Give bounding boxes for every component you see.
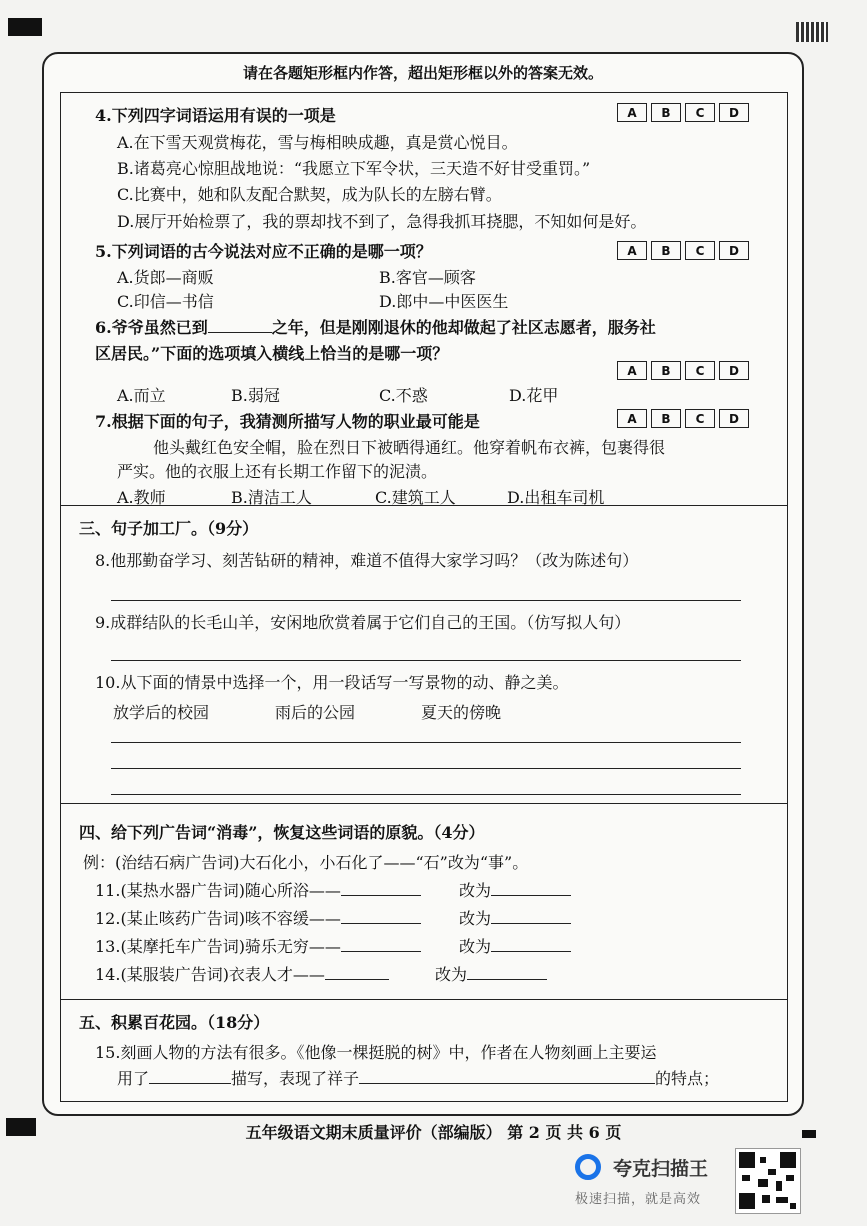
q6-stem-line2: 区居民。”下面的选项填入横线上恰当的是哪一项？ [95, 344, 449, 363]
q7-option-d: D.出租车司机 [507, 488, 605, 507]
q12-change [459, 906, 571, 929]
q6-option-b: B.弱冠 [231, 386, 280, 405]
q9-text: 9.成群结队的长毛山羊，安闲地欣赏着属于它们自己的王国。（仿写拟人句） [95, 613, 631, 632]
section-5-title: 五、积累百花园。（18分） [79, 1013, 270, 1032]
choice-box-a[interactable]: A [617, 409, 647, 428]
section-4-example: 例：(治结石病广告词)大石化小，小石化了——“石”改为“事”。 [83, 853, 529, 872]
q11-blank-original[interactable] [341, 881, 421, 896]
choice-box-d[interactable]: D [719, 241, 749, 260]
q14-change [435, 962, 547, 985]
choice-box-d[interactable]: D [719, 409, 749, 428]
registration-mark-top-left [8, 18, 42, 36]
choice-box-a[interactable]: A [617, 103, 647, 122]
q10-option-2: 雨后的公园 [275, 703, 356, 722]
brand-tagline: 极速扫描，就是高效 [575, 1192, 702, 1207]
q4-option-a: A.在下雪天观赏梅花，雪与梅相映成趣，真是赏心悦目。 [117, 133, 518, 152]
change-label: 改为 [459, 909, 492, 928]
page-footer: 五年级语文期末质量评价（部编版） 第 2 页 共 6 页 [245, 1123, 622, 1142]
q9-answer-line[interactable] [111, 660, 741, 661]
section-3 [61, 505, 787, 804]
q4-stem: 4.下列四字词语运用有误的一项是 [95, 106, 336, 125]
q10-answer-line-2[interactable] [111, 768, 741, 769]
q13-change [459, 934, 571, 957]
q7-option-a: A.教师 [117, 488, 166, 507]
q5-choice-boxes [617, 241, 749, 260]
q10-answer-line-3[interactable] [111, 794, 741, 795]
change-label: 改为 [459, 881, 492, 900]
q11-blank-new[interactable] [491, 881, 571, 896]
q12-text: 12.(某止咳药广告词)咳不容缓—— [95, 909, 341, 928]
qr-code-icon [735, 1148, 801, 1214]
quark-logo-icon [575, 1154, 601, 1180]
section-4 [61, 803, 787, 1000]
q4-option-b: B.诸葛亮心惊胆战地说：“我愿立下军令状，三天造不好甘受重罚。” [117, 159, 591, 178]
q15-pre: 用了 [117, 1069, 150, 1088]
q11-row [95, 878, 421, 901]
answer-area [60, 92, 788, 1102]
q13-blank-original[interactable] [341, 937, 421, 952]
q15-post: 的特点； [655, 1069, 720, 1088]
q7-passage-line1: 他头戴红色安全帽，脸在烈日下被晒得通红。他穿着帆布衣裤，包裹得很 [153, 438, 666, 457]
q6-stem-post: 之年，但是刚刚退休的他却做起了社区志愿者，服务社 [271, 318, 656, 337]
choice-box-c[interactable]: C [685, 103, 715, 122]
answer-sheet [42, 52, 804, 1116]
q5-stem: 5.下列词语的古今说法对应不正确的是哪一项？ [95, 242, 432, 261]
q15-line2 [117, 1066, 719, 1089]
q8-text: 8.他那勤奋学习、刻苦钻研的精神，难道不值得大家学习吗？（改为陈述句） [95, 551, 639, 570]
q6-option-d: D.花甲 [509, 386, 559, 405]
q4-choice-boxes [617, 103, 749, 122]
section-4-title: 四、给下列广告词“消毒”，恢复这些词语的原貌。（4分） [79, 823, 485, 842]
q7-option-c: C.建筑工人 [375, 488, 456, 507]
choice-box-a[interactable]: A [617, 241, 647, 260]
q6-stem-pre: 6.爷爷虽然已到 [95, 318, 208, 337]
q6-stem [95, 315, 656, 338]
q15-blank-1[interactable] [149, 1069, 231, 1084]
brand-name: 夸克扫描王 [613, 1158, 709, 1180]
sheet-notice: 请在各题矩形框内作答，超出矩形框以外的答案无效。 [242, 64, 603, 82]
q15-mid: 描写，表现了祥子 [231, 1069, 360, 1088]
q7-option-b: B.清洁工人 [231, 488, 312, 507]
q13-text: 13.(某摩托车广告词)骑乐无穷—— [95, 937, 341, 956]
choice-box-b[interactable]: B [651, 409, 681, 428]
q6-option-a: A.而立 [117, 386, 166, 405]
q7-passage-line2: 严实。他的衣服上还有长期工作留下的泥渍。 [117, 462, 438, 481]
q15-blank-2[interactable] [359, 1069, 655, 1084]
scanner-watermark [575, 1150, 735, 1210]
q4-option-c: C.比赛中，她和队友配合默契，成为队长的左膀右臂。 [117, 185, 502, 204]
choice-box-d[interactable]: D [719, 103, 749, 122]
q14-text: 14.(某服装广告词)衣表人才—— [95, 965, 325, 984]
choice-box-a[interactable]: A [617, 361, 647, 380]
q13-blank-new[interactable] [491, 937, 571, 952]
q12-blank-new[interactable] [491, 909, 571, 924]
q7-choice-boxes [617, 409, 749, 428]
q5-option-d: D.郎中—中医医生 [379, 292, 509, 311]
choice-box-b[interactable]: B [651, 103, 681, 122]
choice-box-b[interactable]: B [651, 241, 681, 260]
change-label: 改为 [435, 965, 468, 984]
q5-option-a: A.货郎—商贩 [117, 268, 214, 287]
q5-option-b: B.客官—顾客 [379, 268, 476, 287]
q10-answer-line-1[interactable] [111, 742, 741, 743]
q4-option-d: D.展厅开始检票了，我的票却找不到了，急得我抓耳挠腮，不知如何是好。 [117, 212, 647, 231]
q8-answer-line[interactable] [111, 600, 741, 601]
section-5 [61, 999, 787, 1100]
q15-line1: 15.刻画人物的方法有很多。《他像一棵挺脱的树》中，作者在人物刻画上主要运 [95, 1043, 657, 1062]
choice-box-b[interactable]: B [651, 361, 681, 380]
q10-option-3: 夏天的傍晚 [421, 703, 502, 722]
choice-box-c[interactable]: C [685, 361, 715, 380]
q10-option-1: 放学后的校园 [113, 703, 210, 722]
q11-text: 11.(某热水器广告词)随心所浴—— [95, 881, 341, 900]
q6-choice-boxes [617, 361, 749, 380]
change-label: 改为 [459, 937, 492, 956]
q6-blank[interactable] [208, 318, 272, 333]
q14-blank-new[interactable] [467, 965, 547, 980]
q11-change [459, 878, 571, 901]
q5-option-c: C.印信—书信 [117, 292, 214, 311]
q13-row [95, 934, 421, 957]
q12-row [95, 906, 421, 929]
choice-box-c[interactable]: C [685, 241, 715, 260]
q10-text: 10.从下面的情景中选择一个，用一段话写一写景物的动、静之美。 [95, 673, 569, 692]
q14-row [95, 962, 389, 985]
section-3-title: 三、句子加工厂。（9分） [79, 519, 259, 538]
q14-blank-original[interactable] [325, 965, 389, 980]
q6-option-c: C.不惑 [379, 386, 428, 405]
q7-stem: 7.根据下面的句子，我猜测所描写人物的职业最可能是 [95, 412, 480, 431]
choice-box-c[interactable]: C [685, 409, 715, 428]
small-qr-code [796, 22, 828, 42]
choice-box-d[interactable]: D [719, 361, 749, 380]
q12-blank-original[interactable] [341, 909, 421, 924]
